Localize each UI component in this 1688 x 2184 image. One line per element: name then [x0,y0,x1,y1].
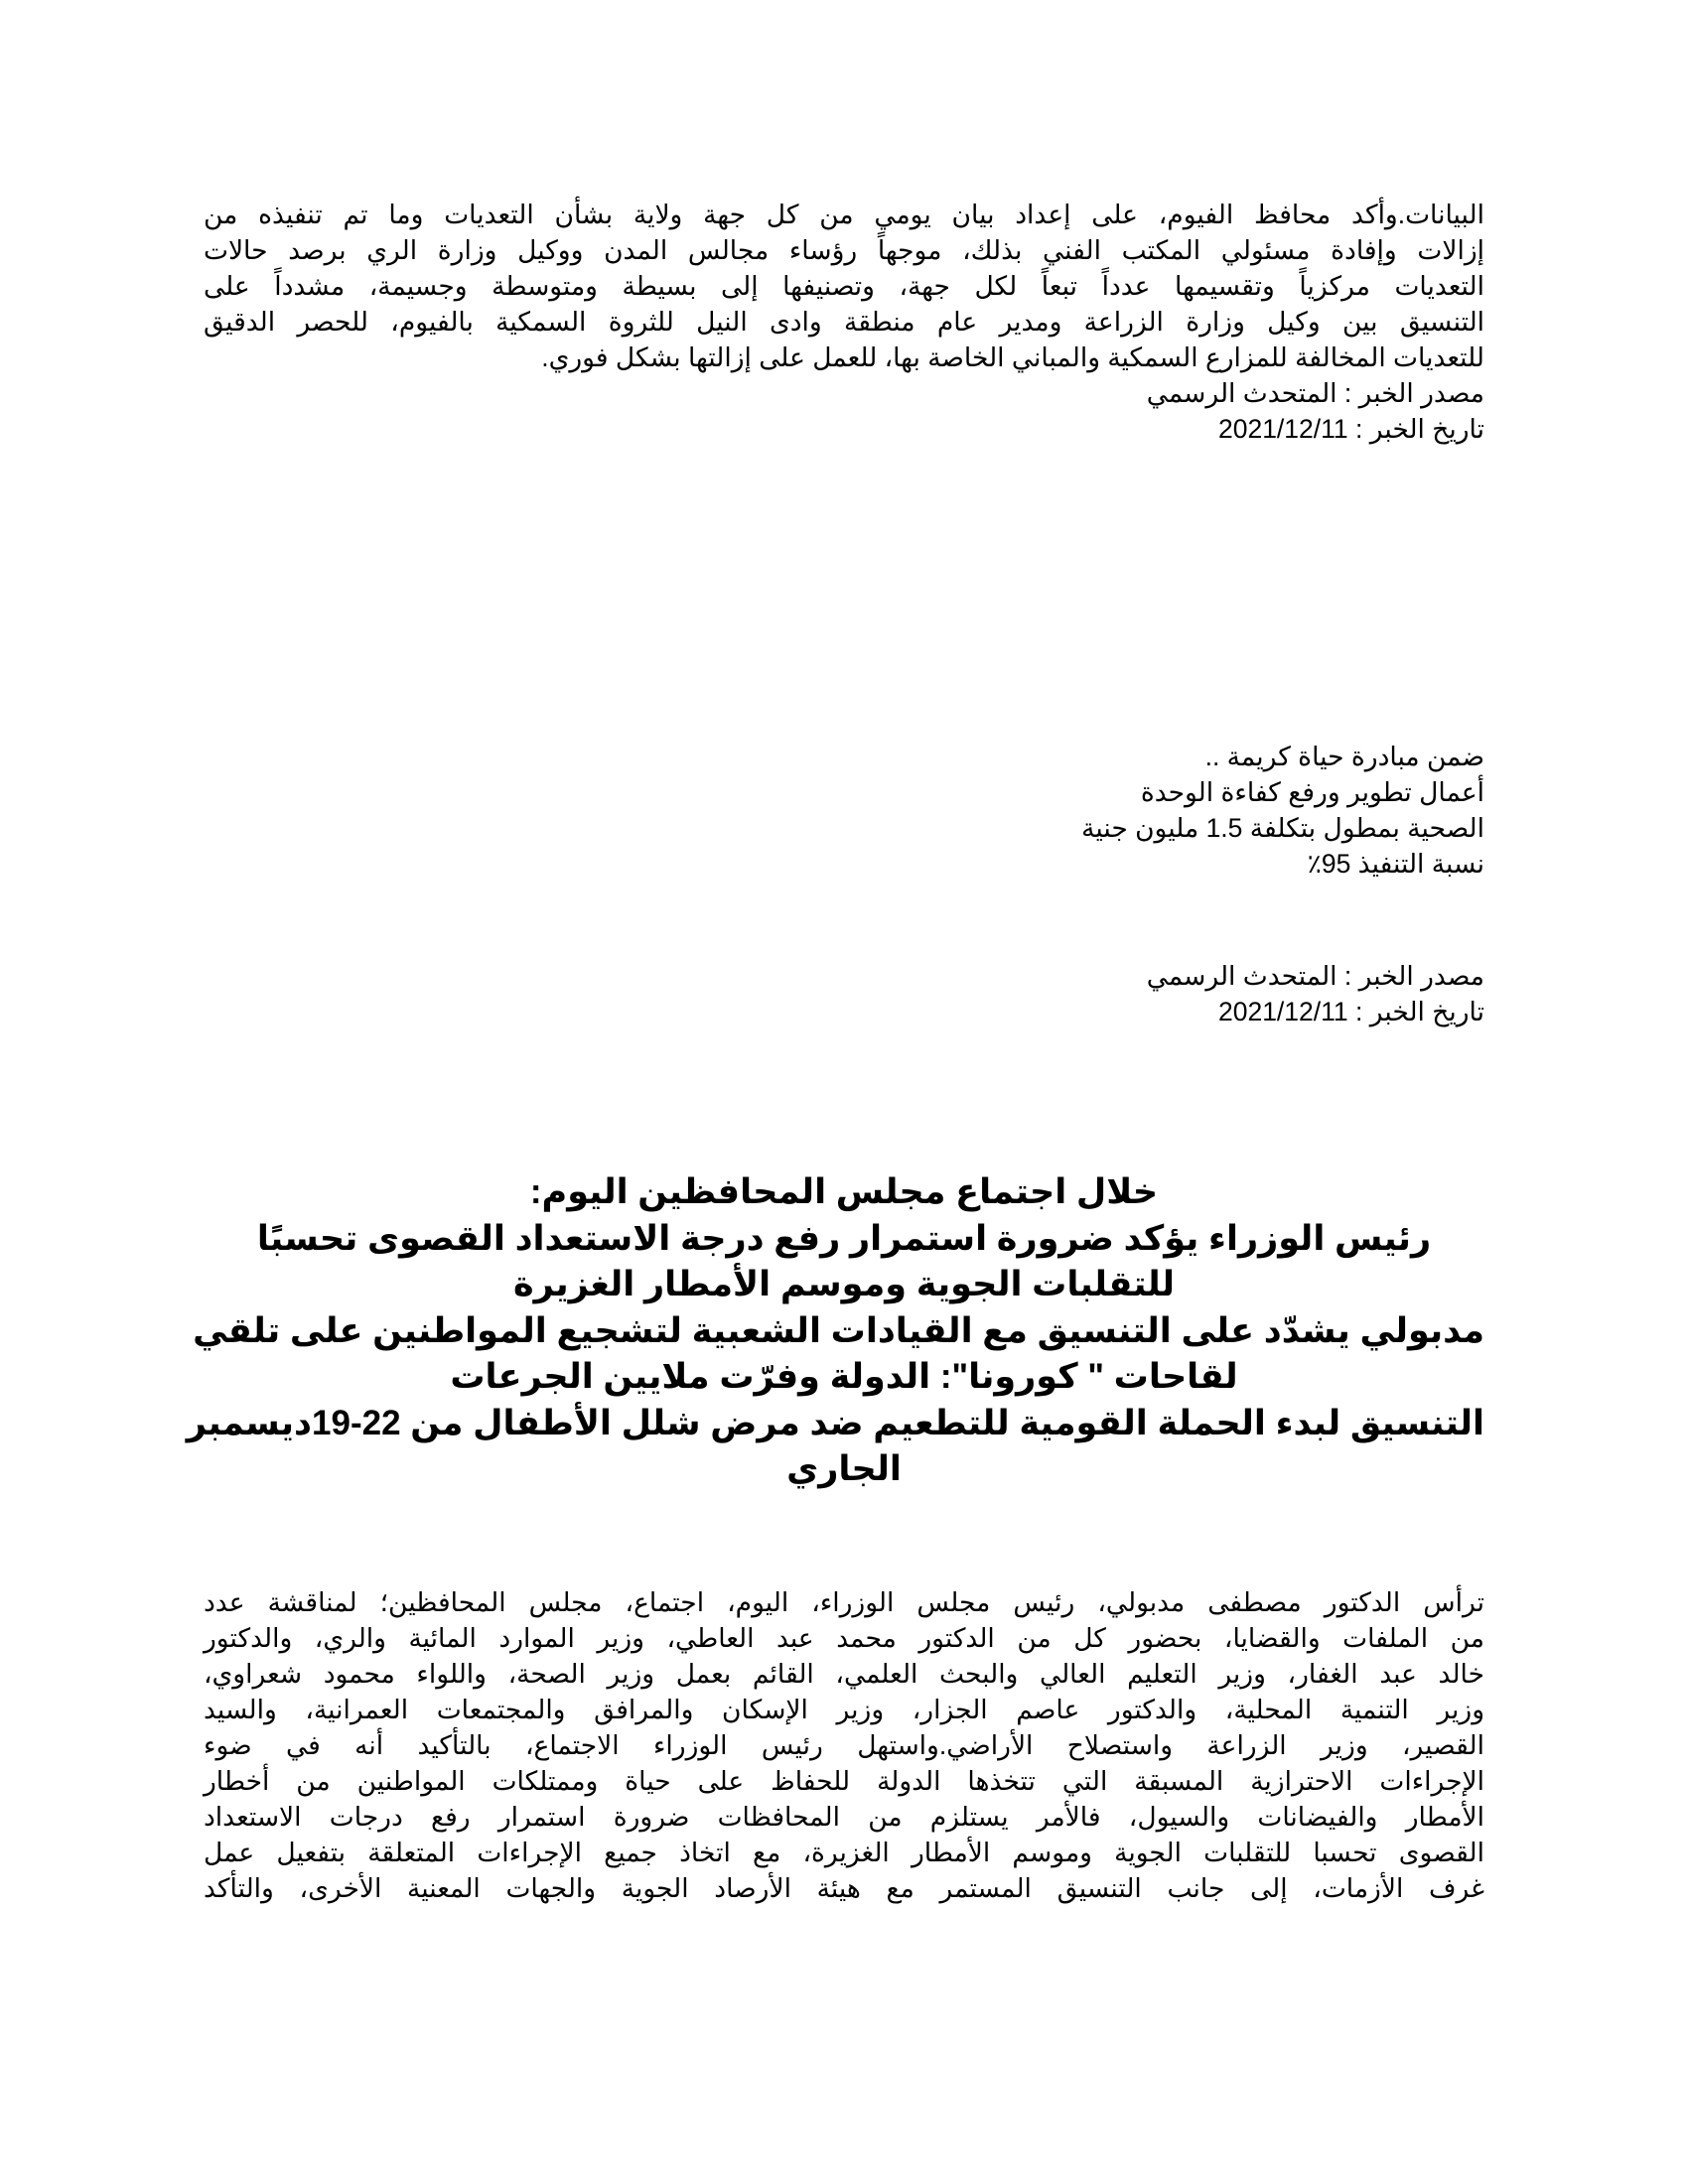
news-source: مصدر الخبر : المتحدث الرسمي [1146,961,1484,991]
news-date: تاريخ الخبر : 2021/12/11 [1217,414,1484,444]
news-block-cabinet [204,1584,1484,1906]
headline-line: مدبولي يشدّد على التنسيق مع القيادات الشعبية لتشجيع المواطنين على تلقي [193,1310,1484,1350]
paragraph-line: القصير، وزير الزراعة واستصلاح الأراضي.واستهل رئيس الوزراء الاجتماع، بالتأكيد أنه في ضوء [204,1730,1484,1760]
document-page [186,197,1484,1903]
news-date: تاريخ الخبر : 2021/12/11 [1217,997,1484,1026]
paragraph-line: خالد عبد الغفار، وزير التعليم العالي والبحث العلمي، القائم بعمل وزير الصحة، واللواء محمود شعراوي، [204,1659,1484,1689]
headline-line: الجاري [786,1449,902,1488]
paragraph-line: الأمطار والفيضانات والسيول، فالأمر يستلزم من المحافظات ضرورة استمرار رفع درجات الاستعداد [204,1802,1484,1832]
news-line: الصحية بمطول بتكلفة 1.5 مليون جنية [1081,813,1484,843]
paragraph-line: الإجراءات الاحترازية المسبقة التي تتخذها الدولة للحفاظ على حياة وممتلكات المواطنين من أخطار [204,1766,1484,1796]
headline-line: لقاحات " كورونا": الدولة وفرّت ملايين الجرعات [450,1357,1238,1396]
news-block-governor [204,197,1484,447]
headline-line: للتقلبات الجوية وموسم الأمطار الغزيرة [513,1265,1175,1303]
paragraph-line: البيانات.وأكد محافظ الفيوم، على إعداد بيان يومي من كل جهة ولاية بشأن التعديات وما تم تنفيذه من [204,200,1484,229]
paragraph-fayoum-encroachments [204,197,1484,375]
paragraph-line: القصوى تحسبا للتقلبات الجوية وموسم الأمطار الغزيرة، مع اتخاذ جميع الإجراءات المتعلقة بتفعيل عمل [204,1838,1484,1867]
paragraph-line: غرف الأزمات، إلى جانب التنسيق المستمر مع هيئة الأرصاد الجوية والجهات المعنية الأخرى، والتأكد [204,1873,1484,1903]
paragraph-line: للتعديات المخالفة للمزارع السمكية والمباني الخاصة بها، للعمل على إزالتها بشكل فوري. [541,342,1484,372]
paragraph-line: ترأس الدكتور مصطفى مدبولي، رئيس مجلس الوزراء، اليوم، اجتماع، مجلس المحافظين؛ لمناقشة عدد [204,1587,1484,1617]
news-block-decent-life [204,739,1484,882]
news-line: نسبة التنفيذ 95٪ [1307,849,1484,879]
paragraph-line: وزير التنمية المحلية، والدكتور عاصم الجزار، وزير الإسكان والمرافق والمجتمعات العمرانية، والسيد [204,1695,1484,1724]
paragraph-line: من الملفات والقضايا، بحضور كل من الدكتور محمد عبد العاطي، وزير الموارد المائية والري، والدكتور [204,1623,1484,1653]
news-line: ضمن مبادرة حياة كريمة .. [1204,742,1484,771]
news-source: مصدر الخبر : المتحدث الرسمي [1146,378,1484,408]
headline-line: رئيس الوزراء يؤكد ضرورة استمرار رفع درجة الاستعداد القصوى تحسبًا [256,1218,1432,1258]
news-line: أعمال تطوير ورفع كفاءة الوحدة [1140,777,1484,807]
headline-line: خلال اجتماع مجلس المحافظين اليوم: [529,1172,1159,1211]
paragraph-line: التعديات مركزياً وتقسيمها عدداً تبعاً لكل جهة، وتصنيفها إلى بسيطة ومتوسطة وجسيمة، مشدداً على [204,271,1484,301]
news-block-decent-life-meta [204,958,1484,1029]
headline-line: التنسيق لبدء الحملة القومية للتطعيم ضد مرض شلل الأطفال من 22-19ديسمبر [186,1403,1484,1442]
headline [186,1169,1484,1493]
paragraph-line: إزالات وإفادة مسئولي المكتب الفني بذلك، موجهاً رؤساء مجالس المدن ووكيل وزارة الري برصد حالات [204,235,1484,265]
paragraph-line: التنسيق بين وكيل وزارة الزراعة ومدير عام منطقة وادى النيل للثروة السمكية بالفيوم، للحصر الدقيق [204,307,1484,337]
paragraph-cabinet-meeting [204,1584,1484,1906]
